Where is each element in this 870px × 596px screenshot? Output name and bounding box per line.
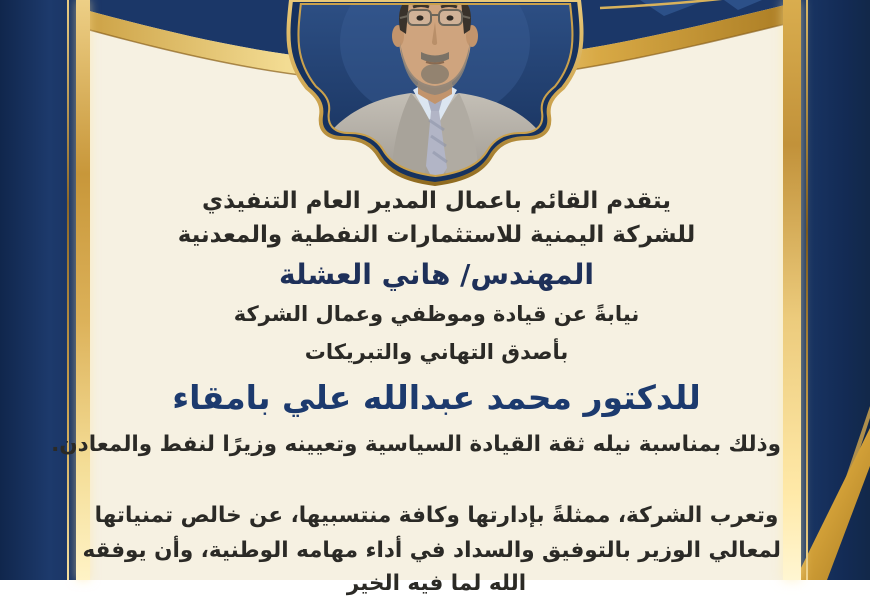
text-line-wishes-3-partial: الله لما فيه الخير — [346, 571, 527, 596]
text-line-sender-name: المهندس/ هاني العشلة — [279, 258, 594, 291]
left-border — [0, 0, 90, 580]
text-line-wishes-1: وتعرب الشركة، ممثلةً بإدارتها وكافة منتسبيها، عن خالص تمنياتها — [94, 503, 779, 528]
text-line-on-behalf: نيابةً عن قيادة وموظفي وعمال الشركة — [233, 302, 640, 326]
text-line-recipient-name: للدكتور محمد عبدالله علي بامقاء — [172, 378, 701, 417]
text-line-greeting: بأصدق التهاني والتبريكات — [304, 340, 569, 364]
text-line-intro-2: للشركة اليمنية للاستثمارات النفطية والمعدنية — [177, 222, 696, 248]
right-border — [783, 0, 870, 580]
right-gold-band — [783, 0, 801, 580]
right-thin-gold-line — [806, 0, 808, 580]
left-thin-gold-line — [67, 0, 69, 580]
text-line-wishes-2: لمعالي الوزير بالتوفيق والسداد في أداء مهامه الوطنية، وأن يوفقه — [82, 538, 781, 563]
text-line-intro-1: يتقدم القائم باعمال المدير العام التنفيذي — [202, 188, 671, 214]
announcement-text — [51, 0, 781, 596]
left-gold-band — [76, 0, 90, 580]
text-line-occasion: وذلك بمناسبة نيله ثقة القيادة السياسية وتعيينه وزيرًا لنفط والمعادن. — [51, 432, 781, 457]
